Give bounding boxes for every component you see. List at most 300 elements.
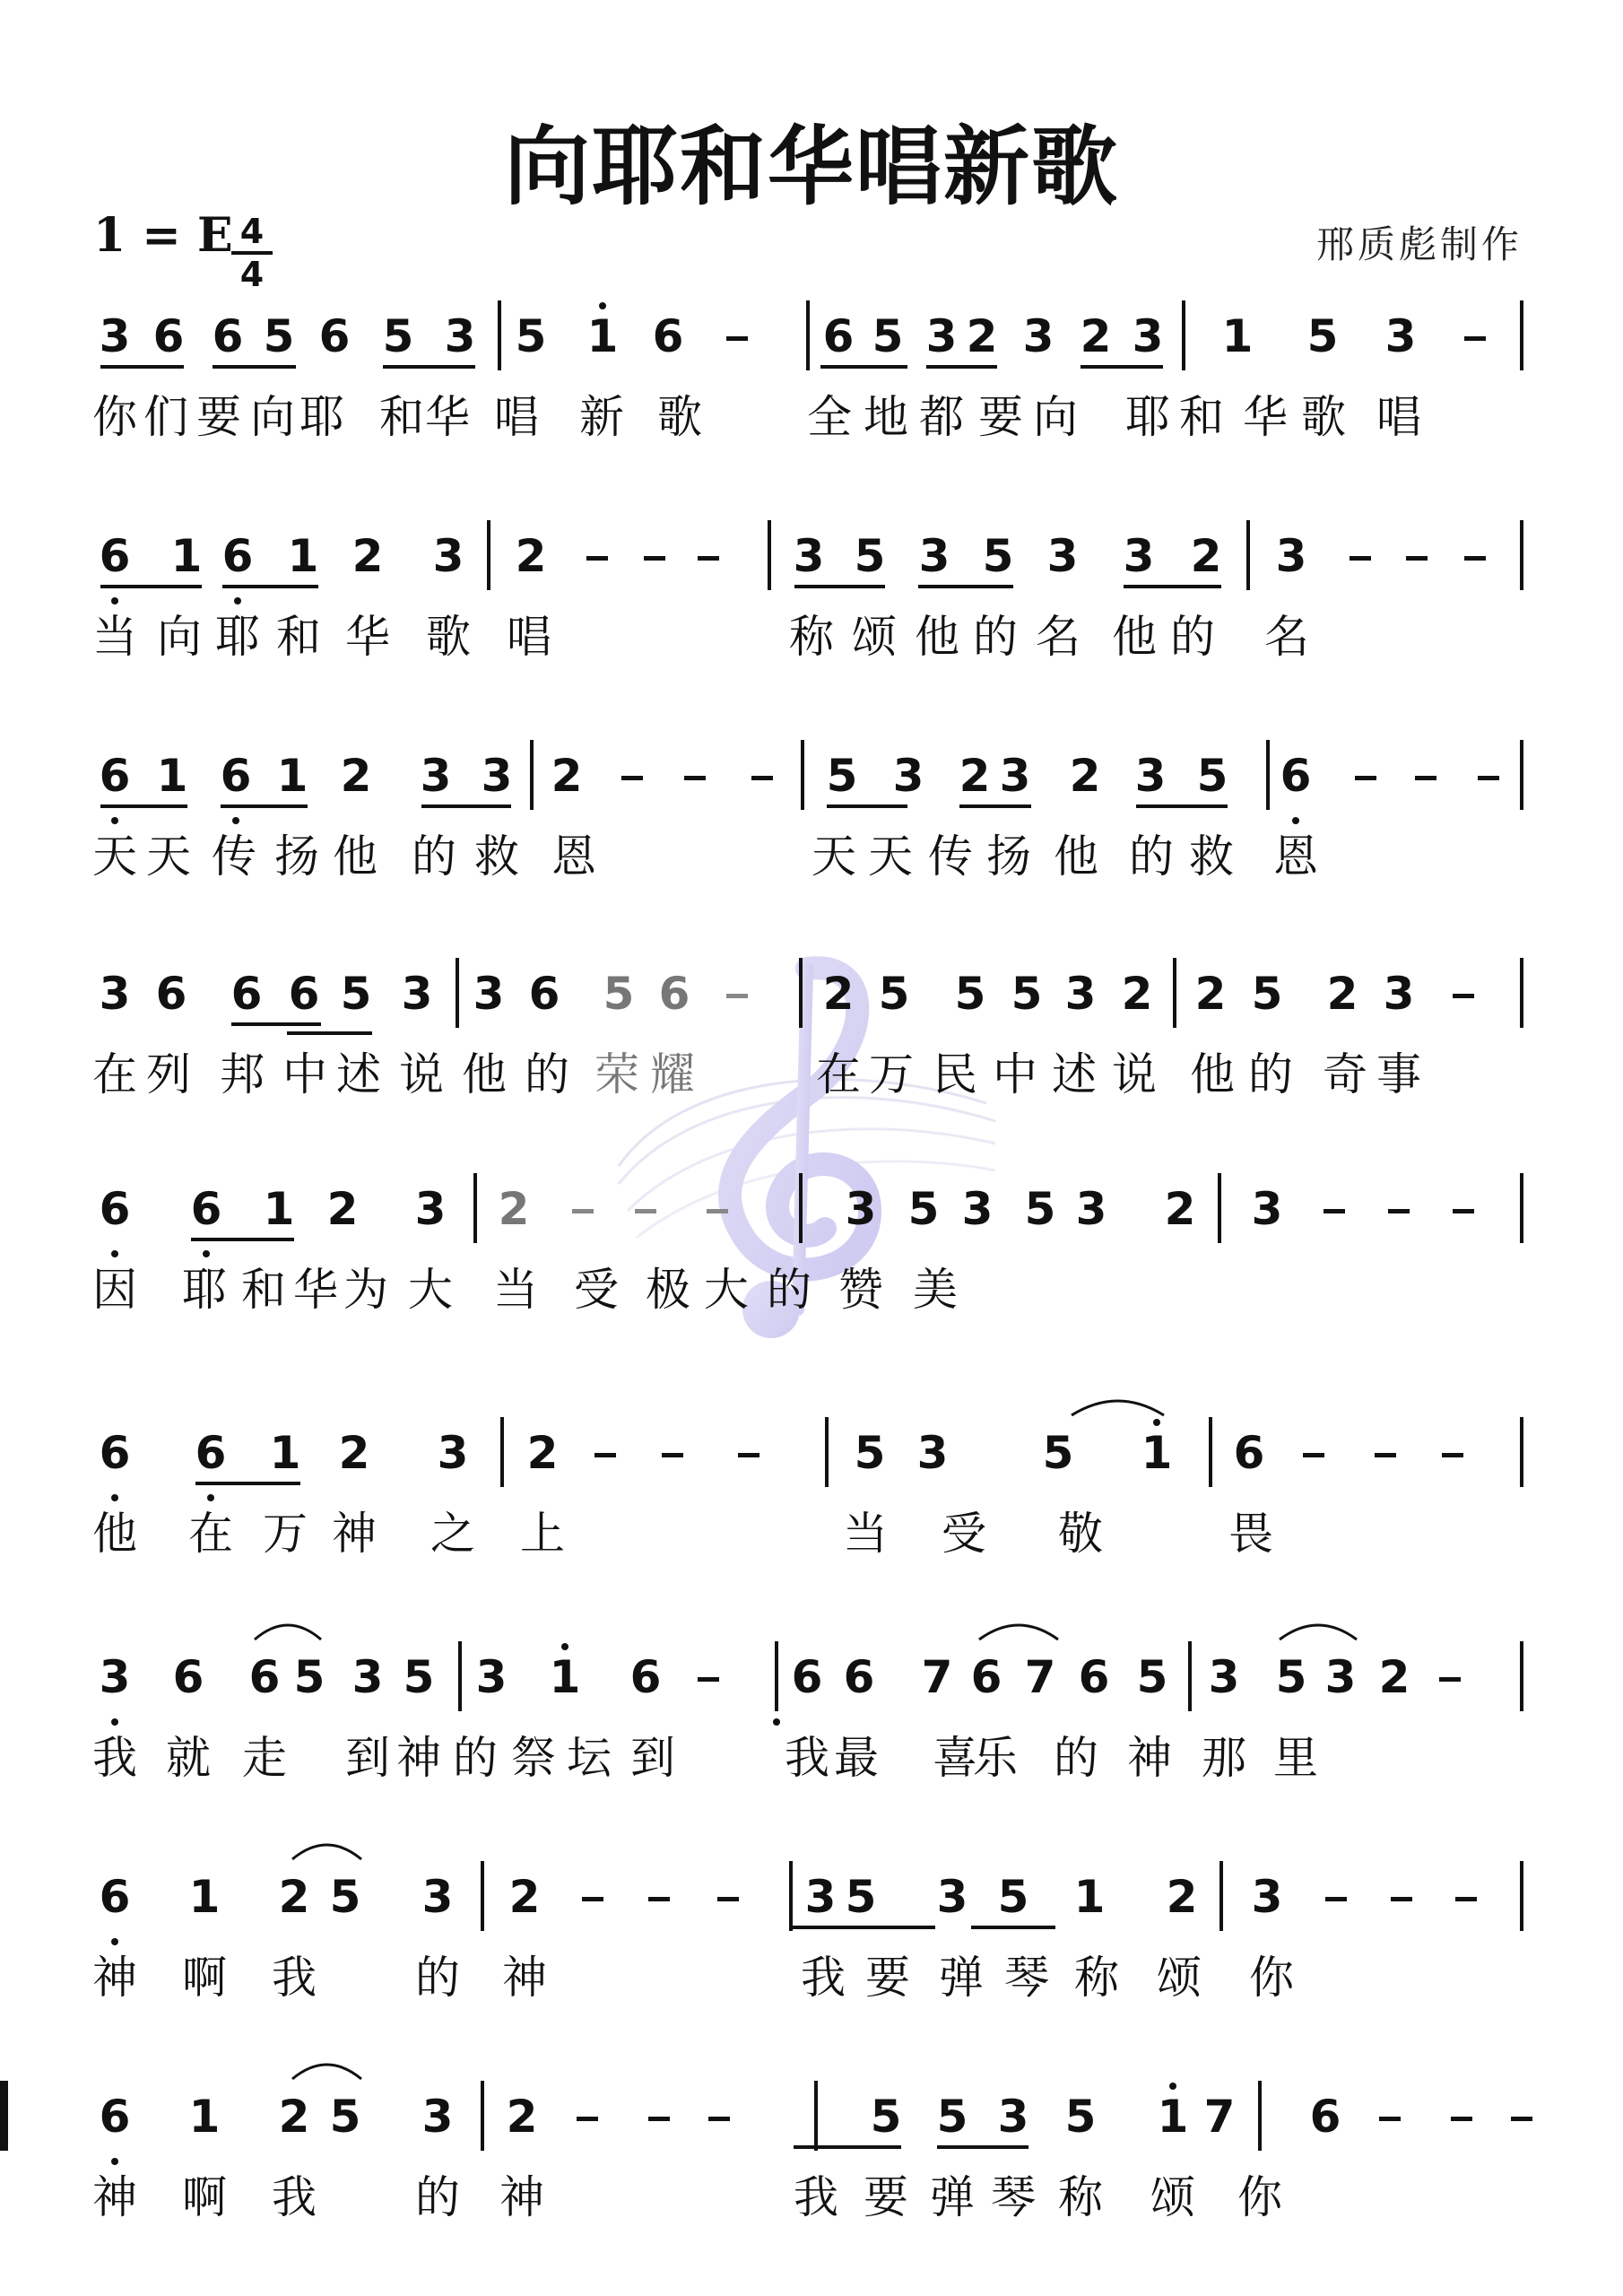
note: 6 [190, 1183, 222, 1235]
lyric-char: 万 [869, 1048, 914, 1100]
note: 3 [845, 1183, 877, 1235]
lyric-char: 在 [92, 1048, 137, 1100]
beam-underline [820, 365, 907, 369]
note: 5 [845, 1871, 877, 1923]
lyric-char: 我 [785, 1732, 829, 1784]
note: 2 [278, 2091, 310, 2143]
lyric-char: 的 [1129, 831, 1174, 883]
note: 6 [221, 530, 254, 582]
lyric-char: 万 [263, 1508, 308, 1560]
note: 3 [421, 2091, 454, 2143]
lyric-char: 唱 [1376, 391, 1421, 443]
lyric-char: 我 [272, 2171, 317, 2223]
lyric-char: 地 [864, 391, 908, 443]
sustain-dash [1379, 2117, 1401, 2121]
note: 5 [1275, 1651, 1307, 1703]
note: 3 [99, 968, 131, 1020]
note: 2 [1121, 968, 1153, 1020]
lyric-char: 我 [92, 1732, 137, 1784]
key-signature: 1 = E [93, 208, 233, 263]
lyric-char: 的 [415, 1952, 460, 2004]
lyric-char: 他 [1190, 1048, 1235, 1100]
sustain-dash [1388, 1209, 1410, 1213]
note: 6 [970, 1651, 1002, 1703]
lyric-char: 的 [767, 1264, 812, 1316]
note: 6 [658, 968, 690, 1020]
barline [1520, 1417, 1523, 1487]
note: 1 [263, 1183, 295, 1235]
lyric-char: 神 [499, 2171, 544, 2223]
note: 3 [1208, 1651, 1240, 1703]
barline [1218, 1173, 1221, 1243]
note: 3 [1075, 1183, 1107, 1235]
barline [1520, 1861, 1523, 1931]
note: 7 [1203, 2091, 1236, 2143]
lyric-char: 喜 [933, 1732, 977, 1784]
lyric-char: 要 [864, 2171, 908, 2223]
credit: 邢质彪制作 [1315, 222, 1523, 266]
barline [1173, 958, 1176, 1028]
note: 3 [1251, 1183, 1283, 1235]
barline [814, 2081, 818, 2151]
note: 3 [1022, 310, 1055, 362]
lyric-char: 他 [1054, 831, 1098, 883]
lyric-char: 坛 [567, 1732, 612, 1784]
beam-underline [383, 365, 475, 369]
note: 3 [1064, 968, 1097, 1020]
time-signature [231, 213, 273, 292]
lyric-char: 天 [868, 831, 913, 883]
note: 6 [629, 1651, 662, 1703]
lyric-char: 琴 [1004, 1952, 1049, 2004]
lyric-char: 称 [789, 611, 834, 663]
sustain-dash [684, 776, 706, 780]
sustain-dash [717, 1897, 739, 1901]
lyric-char: 他 [1112, 611, 1157, 663]
lyric-char: 民 [933, 1048, 977, 1100]
note: 3 [961, 1183, 994, 1235]
lyric-char: 救 [474, 831, 519, 883]
sustain-dash [726, 336, 748, 341]
lyric-char: 的 [453, 1732, 498, 1784]
note: 6 [318, 310, 351, 362]
sustain-dash [1325, 1897, 1347, 1901]
note: 1 [1073, 1871, 1106, 1923]
lyric-char: 耶 [1125, 391, 1170, 443]
lyric-char: 弹 [939, 1952, 984, 2004]
lyric-char: 们 [143, 391, 188, 443]
lyric-char: 事 [1376, 1048, 1421, 1100]
note: 5 [1196, 750, 1228, 802]
sustain-dash [644, 556, 665, 561]
lyric-char: 奇 [1323, 1048, 1367, 1100]
barline [456, 958, 459, 1028]
time-signature-top: 4 [239, 212, 265, 251]
lyric-char: 的 [1054, 1732, 1098, 1784]
note: 5 [1136, 1651, 1168, 1703]
lyric-char: 你 [1237, 2171, 1282, 2223]
note: 2 [959, 750, 991, 802]
sustain-dash [577, 2117, 598, 2121]
sustain-dash [707, 1209, 728, 1213]
note: 5 [936, 2091, 968, 2143]
note: 6 [822, 310, 855, 362]
sustain-dash [1355, 776, 1376, 780]
tie-arc [977, 1616, 1060, 1643]
lyric-char: 华 [293, 1264, 338, 1316]
sustain-dash [1303, 1453, 1324, 1457]
barline [458, 1641, 462, 1711]
lyric-char: 就 [166, 1732, 211, 1784]
lyric-char: 畏 [1228, 1508, 1273, 1560]
note: 5 [515, 310, 547, 362]
note: 6 [652, 310, 684, 362]
sustain-dash [1442, 1453, 1463, 1457]
lyric-char: 耶 [182, 1264, 227, 1316]
lyric-char: 的 [412, 831, 456, 883]
song-title: 向耶和华唱新歌 [504, 116, 1119, 217]
lyric-char: 的 [1170, 611, 1215, 663]
beam-underline [213, 365, 296, 369]
note: 5 [1064, 2091, 1097, 2143]
sustain-dash [586, 556, 608, 561]
sustain-dash [738, 1453, 759, 1457]
lyric-char: 里 [1273, 1732, 1318, 1784]
note: 2 [515, 530, 547, 582]
note: 2 [506, 2091, 538, 2143]
note: 3 [401, 968, 433, 1020]
lyric-char: 向 [157, 611, 202, 663]
beam-underline [221, 804, 308, 808]
barline [473, 1173, 477, 1243]
lyric-char: 华 [345, 611, 390, 663]
note: 5 [1024, 1183, 1056, 1235]
sustain-dash [1464, 556, 1486, 561]
lyric-char: 邦 [220, 1048, 265, 1100]
note: 2 [1080, 310, 1112, 362]
note: 3 [437, 1427, 469, 1479]
beam-underline [222, 585, 318, 588]
lyric-char: 天 [146, 831, 191, 883]
note: 3 [420, 750, 452, 802]
beam-underline [971, 1926, 1055, 1929]
note: 3 [793, 530, 825, 582]
beam-underline [794, 2145, 901, 2149]
note: 2 [352, 530, 384, 582]
beam-underline [937, 2145, 1028, 2149]
lyric-char: 当 [843, 1508, 888, 1560]
lyric-char: 在 [188, 1508, 233, 1560]
low-octave-dot [111, 1938, 118, 1945]
sustain-dash [698, 1677, 719, 1682]
barline [1182, 300, 1185, 370]
note: 3 [1046, 530, 1079, 582]
note: 3 [444, 310, 476, 362]
low-octave-dot [207, 1494, 214, 1501]
sustain-dash [1391, 1897, 1412, 1901]
sustain-dash [1375, 1453, 1396, 1457]
note: 6 [155, 968, 187, 1020]
lyric-char: 你 [1249, 1952, 1294, 2004]
barline [1219, 1861, 1223, 1931]
lyric-char: 称 [1074, 1952, 1119, 2004]
barline [1246, 520, 1250, 590]
note: 6 [212, 310, 244, 362]
lyric-char: 他 [915, 611, 959, 663]
sustain-dash [1478, 776, 1499, 780]
lyric-char: 传 [212, 831, 256, 883]
barline [1188, 1641, 1192, 1711]
sustain-dash [1464, 336, 1486, 341]
barline [801, 740, 804, 810]
lyric-char: 你 [92, 391, 137, 443]
note: 1 [1221, 310, 1254, 362]
note: 6 [99, 1871, 131, 1923]
lyric-char: 的 [525, 1048, 569, 1100]
note: 5 [854, 530, 886, 582]
lyric-char: 琴 [991, 2171, 1036, 2223]
note: 3 [918, 530, 950, 582]
lyric-char: 最 [834, 1732, 879, 1784]
sustain-dash [1324, 1209, 1345, 1213]
lyric-char: 华 [425, 391, 470, 443]
barline [825, 1417, 829, 1487]
sustain-dash [1455, 1897, 1477, 1901]
note: 5 [997, 1871, 1029, 1923]
lyric-char: 歌 [657, 391, 702, 443]
sustain-dash [595, 1453, 616, 1457]
lyric-char: 列 [146, 1048, 191, 1100]
high-octave-dot [599, 302, 606, 309]
note: 6 [220, 750, 252, 802]
lyric-char: 称 [1058, 2171, 1103, 2223]
barline [1266, 740, 1270, 810]
note: 2 [1164, 1183, 1196, 1235]
low-octave-dot [111, 2158, 118, 2165]
note: 5 [329, 2091, 361, 2143]
sustain-dash [662, 1453, 683, 1457]
lyric-char: 祭 [511, 1732, 556, 1784]
sustain-dash [1453, 994, 1474, 998]
note: 5 [340, 968, 372, 1020]
lyric-char: 荣 [595, 1048, 639, 1100]
lyric-char: 传 [928, 831, 973, 883]
lyric-char: 神 [92, 2171, 137, 2223]
note: 2 [340, 750, 372, 802]
lyric-char: 因 [92, 1264, 137, 1316]
note: 3 [99, 1651, 131, 1703]
barline [1520, 1641, 1523, 1711]
note: 5 [1251, 968, 1283, 1020]
lyric-char: 弹 [930, 2171, 975, 2223]
lyric-char: 述 [1052, 1048, 1097, 1100]
note: 1 [1141, 1427, 1173, 1479]
note: 5 [907, 1183, 940, 1235]
beam-underline [789, 1926, 935, 1929]
note: 5 [403, 1651, 435, 1703]
barline [1520, 300, 1523, 370]
barline [498, 300, 501, 370]
lyric-char: 啊 [182, 2171, 227, 2223]
lyric-char: 中 [993, 1048, 1037, 1100]
beam-underline [100, 585, 202, 588]
sustain-dash [582, 1897, 603, 1901]
note: 3 [916, 1427, 949, 1479]
note: 2 [1378, 1651, 1410, 1703]
beam-underline [918, 585, 1013, 588]
sustain-dash [648, 2117, 670, 2121]
lyric-char: 的 [415, 2171, 460, 2223]
lyric-char: 和 [1179, 391, 1224, 443]
low-octave-dot [111, 1718, 118, 1726]
note: 2 [338, 1427, 370, 1479]
note: 1 [269, 1427, 301, 1479]
note: 5 [1011, 968, 1043, 1020]
lyric-char: 扬 [274, 831, 319, 883]
note: 1 [188, 1871, 221, 1923]
note: 3 [936, 1871, 968, 1923]
lyric-char: 扬 [986, 831, 1031, 883]
barline [1520, 1173, 1523, 1243]
lyric-char: 为 [343, 1264, 388, 1316]
note: 1 [188, 2091, 221, 2143]
note: 6 [99, 1427, 131, 1479]
note: 6 [1078, 1651, 1110, 1703]
lyric-char: 要 [978, 391, 1023, 443]
high-octave-dot [561, 1643, 568, 1650]
lyric-char: 全 [807, 391, 852, 443]
low-octave-dot [203, 1250, 210, 1257]
lyric-char: 要 [196, 391, 241, 443]
beam-underline [100, 365, 184, 369]
note: 3 [892, 750, 924, 802]
lyric-char: 那 [1202, 1732, 1246, 1784]
lyric-char: 耀 [650, 1048, 695, 1100]
tie-arc [1278, 1616, 1358, 1643]
sustain-dash [751, 776, 773, 780]
lyric-char: 救 [1189, 831, 1234, 883]
lyric-char: 耶 [215, 611, 260, 663]
barline [1520, 740, 1523, 810]
note: 6 [99, 2091, 131, 2143]
lyric-char: 我 [272, 1952, 317, 2004]
low-octave-dot [111, 1494, 118, 1501]
lyric-char: 名 [1036, 611, 1081, 663]
lyric-char: 和 [276, 611, 321, 663]
beam-underline [794, 585, 885, 588]
lyric-char: 神 [92, 1952, 137, 2004]
lyric-char: 赞 [838, 1264, 883, 1316]
final-barline-thin [0, 2081, 3, 2151]
note: 6 [99, 750, 131, 802]
note: 2 [278, 1871, 310, 1923]
barline [775, 1641, 778, 1711]
note: 7 [1024, 1651, 1056, 1703]
note: 3 [804, 1871, 837, 1923]
note: 3 [925, 310, 958, 362]
lyric-char: 乐 [973, 1732, 1018, 1784]
low-octave-dot [111, 1250, 118, 1257]
lyric-char: 耶 [299, 391, 344, 443]
note: 3 [1324, 1651, 1357, 1703]
sustain-dash [621, 776, 643, 780]
beam-underline [195, 1482, 300, 1485]
barline [1520, 520, 1523, 590]
lyric-char: 恩 [1273, 831, 1318, 883]
note: 6 [791, 1651, 823, 1703]
note: 2 [1190, 530, 1222, 582]
note: 3 [481, 750, 513, 802]
note: 3 [99, 310, 131, 362]
note: 2 [508, 1871, 541, 1923]
note: 5 [826, 750, 858, 802]
barline [799, 958, 803, 1028]
note: 3 [1383, 968, 1415, 1020]
beam-underline [926, 365, 997, 369]
beam-underline [1136, 804, 1228, 808]
lyric-char: 神 [502, 1952, 547, 2004]
note: 5 [870, 2091, 902, 2143]
lyric-char: 华 [1243, 391, 1288, 443]
lyric-char: 说 [399, 1048, 444, 1100]
lyric-char: 颂 [1150, 2171, 1195, 2223]
note: 3 [421, 1871, 454, 1923]
lyric-char: 在 [816, 1048, 861, 1100]
lyric-char: 说 [1112, 1048, 1157, 1100]
note: 2 [1326, 968, 1358, 1020]
note: 3 [432, 530, 464, 582]
lyric-char: 新 [579, 391, 624, 443]
barline [530, 740, 534, 810]
lyric-char: 到 [630, 1732, 675, 1784]
note: 1 [170, 530, 203, 582]
note: 3 [997, 2091, 1029, 2143]
note: 5 [382, 310, 414, 362]
note: 6 [248, 1651, 281, 1703]
note: 1 [276, 750, 308, 802]
note: 5 [954, 968, 986, 1020]
note: 5 [263, 310, 295, 362]
barline [1258, 2081, 1262, 2151]
note: 1 [549, 1651, 581, 1703]
note: 5 [329, 1871, 361, 1923]
note: 3 [999, 750, 1031, 802]
lyric-char: 到 [345, 1732, 390, 1784]
sustain-dash [698, 556, 719, 561]
lyric-char: 我 [801, 1952, 846, 2004]
note: 5 [982, 530, 1014, 582]
sustain-dash [1406, 556, 1428, 561]
lyric-char: 受 [574, 1264, 619, 1316]
high-octave-dot [1169, 2083, 1176, 2090]
note: 3 [1132, 310, 1164, 362]
note: 3 [475, 1651, 508, 1703]
note: 6 [195, 1427, 227, 1479]
note: 3 [414, 1183, 447, 1235]
sustain-dash [635, 1209, 656, 1213]
note: 5 [293, 1651, 325, 1703]
lyric-char: 颂 [1157, 1952, 1202, 2004]
barline [481, 1861, 484, 1931]
lyric-char: 极 [646, 1264, 690, 1316]
lyric-char: 神 [396, 1732, 441, 1784]
beam-underline [1124, 585, 1221, 588]
beam-underline [191, 1238, 294, 1241]
sustain-dash [648, 1897, 670, 1901]
note: 3 [1384, 310, 1417, 362]
tie-arc [291, 2056, 363, 2083]
lyric-char: 神 [1127, 1732, 1172, 1784]
